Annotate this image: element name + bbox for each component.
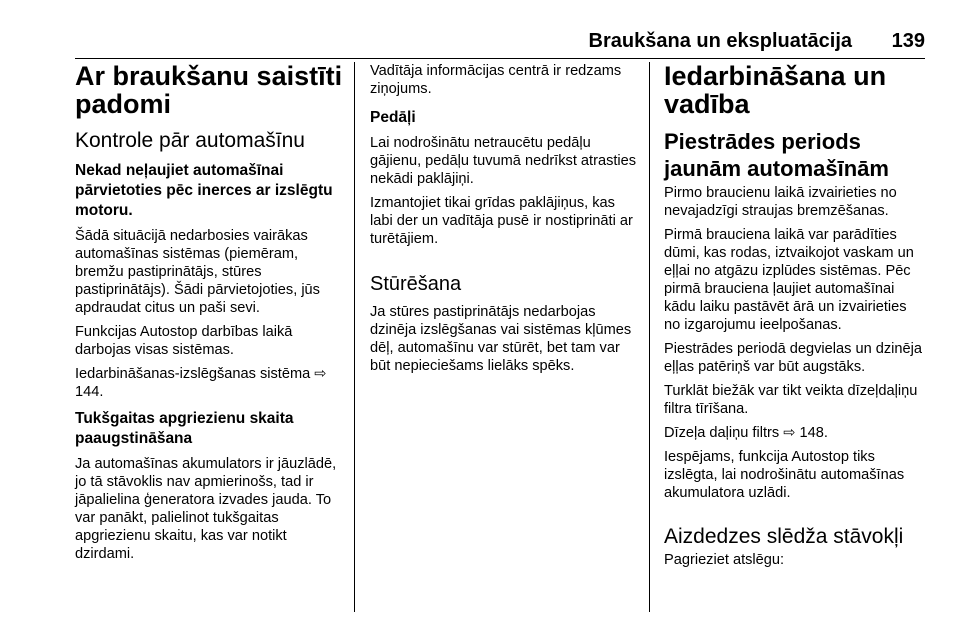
subsection-title-running-in: Piestrādes periods jaunām automašīnām: [664, 129, 889, 181]
subsection-title-car-control: Kontrole pār automašīnu: [75, 129, 305, 152]
paragraph: Pirmo braucienu laikā izvairieties no nevajadzīgi straujas bremzēšanas.: [664, 185, 897, 219]
paragraph: Funkcijas Autostop darbības laikā darbojas visas sistēmas.: [75, 324, 293, 358]
subsection-title-steering: Stūrēšana: [370, 273, 462, 295]
paragraph: Lai nodrošinātu netraucētu pedāļu gājienu, pedāļu tuvumā nedrīkst atrasties nekādi paklājiņi.: [370, 135, 637, 187]
section-title-starting-and-operating: Iedarbināšana un vadība: [664, 61, 887, 119]
paragraph: Izmantojiet tikai grīdas paklājiņus, kas labi der un vadītāja pusē ir nostiprināti ar turētājiem.: [370, 195, 633, 247]
paragraph: Šādā situācijā nedarbosies vairākas automašīnas sistēmas (piemēram, bremžu pastiprinātājs, stūres pastiprinātājs). Šādi pārvietojoties, jūs apdraudat citus un paši sevi.: [75, 228, 320, 316]
paragraph: Turklāt biežāk var tikt veikta dīzeļdaļiņu filtra tīrīšana.: [664, 383, 918, 417]
column-divider-1: [354, 62, 355, 612]
column-1: [75, 62, 343, 569]
heading-idle-speed: Tukšgaitas apgriezienu skaita paaugstināšana: [75, 410, 294, 447]
heading-pedals: Pedāļi: [370, 109, 416, 126]
paragraph: Pirmā brauciena laikā var parādīties dūmi, kas rodas, iztvaikojot vaskam un eļļai no atgāzu izplūdes sistēmas. Pēc pirmā brauciena ļaujiet automašīnai kādu laiku pastāvēt ārā un izvairieties no izgarojumu ieelpošanas.: [664, 227, 914, 333]
header-title: Braukšana un ekspluatācija: [588, 30, 852, 52]
paragraph: Vadītāja informācijas centrā ir redzams ziņojums.: [370, 63, 622, 97]
paragraph-with-reference: Dīzeļa daļiņu filtrs ⇨ 148.: [664, 425, 828, 441]
paragraph: Ja stūres pastiprinātājs nedarbojas dzinēja izslēgšanas vai sistēmas kļūmes dēļ, automašīnu var stūrēt, bet tam var būt nepieciešams lielāks spēks.: [370, 304, 632, 374]
column-divider-2: [649, 62, 650, 612]
column-3: [664, 62, 926, 575]
header-rule: [75, 58, 925, 59]
subsection-title-ignition-positions: Aizdedzes slēdža stāvokļi: [664, 525, 904, 548]
section-title-driving-tips: Ar braukšanu saistīti padomi: [75, 61, 343, 119]
column-2: [370, 62, 638, 381]
paragraph: Pagrieziet atslēgu:: [664, 552, 785, 568]
page-header: [0, 30, 960, 54]
paragraph-with-reference: Iedarbināšanas-izslēgšanas sistēma ⇨ 144.: [75, 366, 327, 400]
paragraph: Piestrādes periodā degvielas un dzinēja eļļas patēriņš var būt augstāks.: [664, 341, 922, 375]
page-number: 139: [891, 30, 925, 52]
paragraph: Ja automašīnas akumulators ir jāuzlādē, jo tā stāvoklis nav apmierinošs, tad ir jāpalielina ģeneratora izvades jauda. To var panākt, palielinot tukšgaitas apgriezienu skaitu, kas var notikt dzirdami.: [75, 456, 337, 562]
warning-heading-coasting: Nekad neļaujiet automašīnai pārvietoties pēc inerces ar izslēgtu motoru.: [75, 162, 333, 219]
paragraph: Iespējams, funkcija Autostop tiks izslēgta, lai nodrošinātu automašīnas akumulatora uzlādi.: [664, 449, 905, 501]
